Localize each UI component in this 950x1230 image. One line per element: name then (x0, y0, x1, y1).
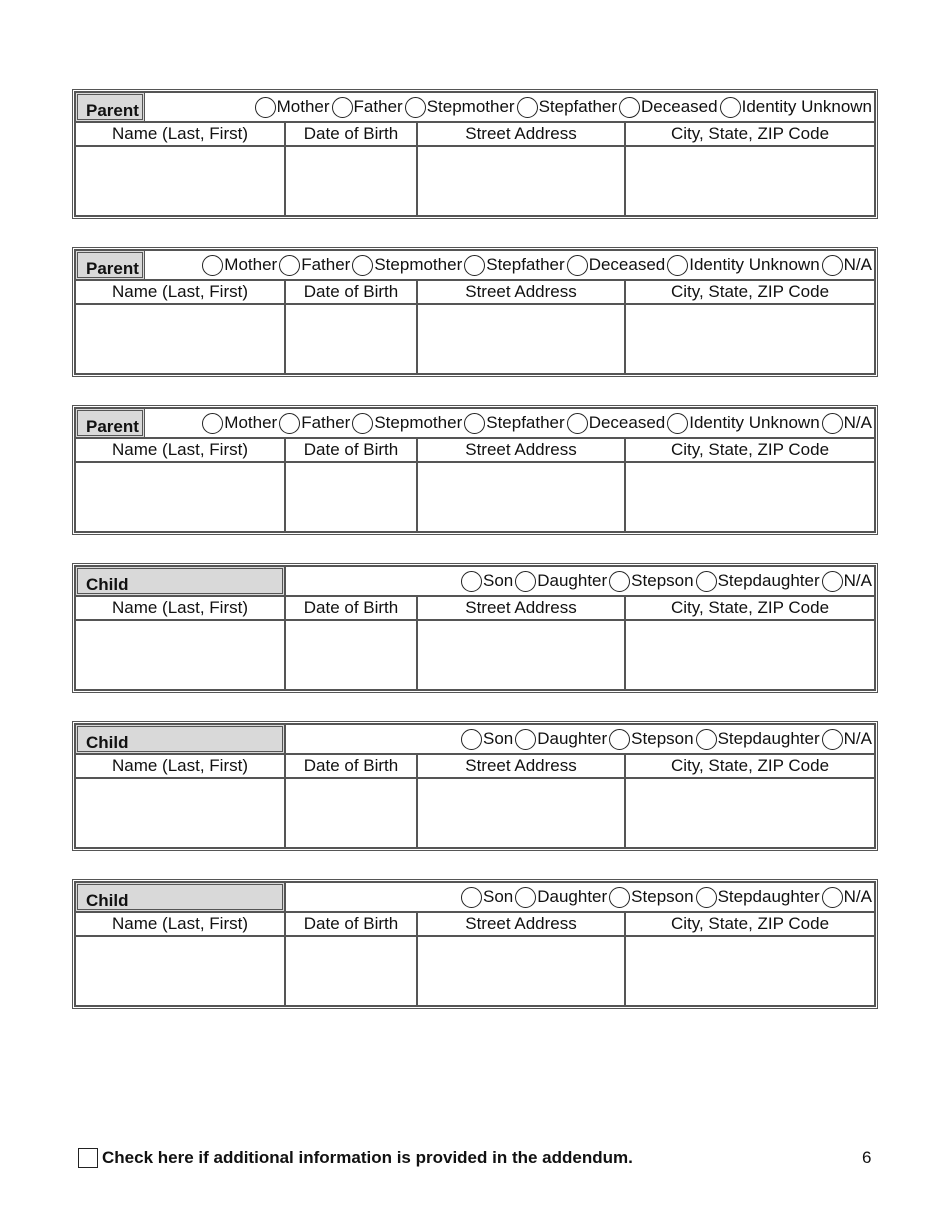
child-label: Child (75, 882, 285, 912)
relationship-option[interactable] (609, 729, 693, 750)
radio-button[interactable] (696, 729, 717, 750)
relationship-option[interactable] (517, 97, 617, 118)
option-label: Stepmother (426, 97, 515, 116)
radio-button[interactable] (822, 887, 843, 908)
child-relationship-options (285, 566, 875, 596)
relationship-option[interactable] (352, 413, 462, 434)
option-label: N/A (843, 729, 872, 748)
relationship-option[interactable] (696, 729, 820, 750)
option-label: N/A (843, 255, 872, 274)
relationship-option[interactable] (464, 255, 564, 276)
radio-button[interactable] (609, 571, 630, 592)
column-header: Date of Birth (285, 596, 417, 620)
radio-button[interactable] (822, 413, 843, 434)
option-label: Daughter (537, 571, 608, 590)
relationship-option[interactable] (696, 887, 820, 908)
child-block (72, 879, 878, 1009)
column-header: Street Address (417, 122, 625, 146)
column-header: Date of Birth (285, 122, 417, 146)
street-address-field[interactable] (417, 936, 625, 1006)
relationship-option[interactable] (464, 413, 564, 434)
relationship-option[interactable] (255, 97, 330, 118)
child-label: Child (75, 724, 285, 754)
column-header: Street Address (417, 912, 625, 936)
city-state-zip-field[interactable] (625, 462, 875, 532)
relationship-option[interactable] (720, 97, 872, 118)
option-label: N/A (843, 571, 872, 590)
date-of-birth-field[interactable] (285, 936, 417, 1006)
parent-label: Parent (75, 92, 145, 122)
option-label: Stepson (631, 571, 694, 590)
city-state-zip-field[interactable] (625, 620, 875, 690)
option-label: Stepdaughter (717, 729, 820, 748)
radio-button[interactable] (255, 97, 276, 118)
radio-button[interactable] (405, 97, 426, 118)
column-header: Name (Last, First) (75, 596, 285, 620)
option-label: N/A (843, 887, 872, 906)
name-field[interactable] (75, 146, 285, 216)
radio-button[interactable] (567, 413, 588, 434)
relationship-option[interactable] (619, 97, 718, 118)
date-of-birth-field[interactable] (285, 462, 417, 532)
radio-button[interactable] (461, 729, 482, 750)
option-label: Mother (276, 97, 330, 116)
option-label: Stepson (631, 887, 694, 906)
page-number: 6 (862, 1148, 872, 1167)
column-header: Street Address (417, 754, 625, 778)
column-header: Name (Last, First) (75, 280, 285, 304)
relationship-option[interactable] (822, 413, 872, 434)
city-state-zip-field[interactable] (625, 778, 875, 848)
option-label: Deceased (641, 97, 718, 116)
relationship-option[interactable] (461, 571, 513, 592)
column-header: City, State, ZIP Code (625, 122, 875, 146)
column-header: Name (Last, First) (75, 438, 285, 462)
city-state-zip-field[interactable] (625, 936, 875, 1006)
child-block (72, 721, 878, 851)
column-header: City, State, ZIP Code (625, 754, 875, 778)
option-label: Father (353, 97, 403, 116)
parent-block (72, 405, 878, 535)
radio-button[interactable] (667, 413, 688, 434)
option-label: Identity Unknown (741, 97, 872, 116)
radio-button[interactable] (464, 413, 485, 434)
child-relationship-options (285, 882, 875, 912)
relationship-option[interactable] (696, 571, 820, 592)
child-block (72, 563, 878, 693)
relationship-option[interactable] (822, 571, 872, 592)
column-header: Name (Last, First) (75, 122, 285, 146)
relationship-option[interactable] (667, 413, 819, 434)
name-field[interactable] (75, 304, 285, 374)
relationship-option[interactable] (461, 729, 513, 750)
column-header: Street Address (417, 438, 625, 462)
column-header: Street Address (417, 280, 625, 304)
radio-button[interactable] (332, 97, 353, 118)
radio-button[interactable] (352, 413, 373, 434)
radio-button[interactable] (696, 571, 717, 592)
radio-button[interactable] (619, 97, 640, 118)
relationship-option[interactable] (822, 255, 872, 276)
relationship-option[interactable] (405, 97, 515, 118)
option-label: Son (482, 729, 514, 748)
radio-button[interactable] (279, 413, 300, 434)
option-label: Deceased (588, 413, 666, 432)
addendum-label: Check here if additional information is provided in the addendum. (102, 1148, 633, 1167)
relationship-option[interactable] (461, 887, 513, 908)
relationship-option[interactable] (202, 255, 277, 276)
relationship-option[interactable] (515, 571, 607, 592)
radio-button[interactable] (279, 255, 300, 276)
column-header: City, State, ZIP Code (625, 438, 875, 462)
option-label: Deceased (588, 255, 666, 274)
parent-block (72, 247, 878, 377)
relationship-option[interactable] (822, 887, 872, 908)
relationship-option[interactable] (609, 571, 693, 592)
option-label: N/A (843, 413, 872, 432)
relationship-option[interactable] (567, 255, 666, 276)
parent-label: Parent (75, 408, 145, 438)
parent-block (72, 89, 878, 219)
radio-button[interactable] (822, 729, 843, 750)
option-label: Father (301, 413, 351, 432)
option-label: Stepfather (486, 413, 565, 432)
radio-button[interactable] (609, 887, 630, 908)
date-of-birth-field[interactable] (285, 304, 417, 374)
column-header: Date of Birth (285, 438, 417, 462)
column-header: City, State, ZIP Code (625, 596, 875, 620)
relationship-option[interactable] (202, 413, 277, 434)
radio-button[interactable] (667, 255, 688, 276)
date-of-birth-field[interactable] (285, 778, 417, 848)
radio-button[interactable] (202, 413, 223, 434)
column-header: Street Address (417, 596, 625, 620)
radio-button[interactable] (609, 729, 630, 750)
column-header: City, State, ZIP Code (625, 912, 875, 936)
name-field[interactable] (75, 462, 285, 532)
relationship-option[interactable] (279, 255, 350, 276)
radio-button[interactable] (352, 255, 373, 276)
addendum-checkbox[interactable] (78, 1148, 98, 1168)
radio-button[interactable] (822, 255, 843, 276)
street-address-field[interactable] (417, 462, 625, 532)
relationship-option[interactable] (667, 255, 819, 276)
relationship-option[interactable] (515, 887, 607, 908)
radio-button[interactable] (515, 729, 536, 750)
name-field[interactable] (75, 778, 285, 848)
name-field[interactable] (75, 936, 285, 1006)
parent-relationship-options (75, 408, 875, 438)
relationship-option[interactable] (822, 729, 872, 750)
option-label: Identity Unknown (689, 413, 820, 432)
option-label: Stepson (631, 729, 694, 748)
option-label: Daughter (537, 887, 608, 906)
option-label: Stepfather (538, 97, 618, 116)
option-label: Mother (224, 413, 278, 432)
relationship-option[interactable] (515, 729, 607, 750)
street-address-field[interactable] (417, 620, 625, 690)
relationship-option[interactable] (279, 413, 350, 434)
option-label: Son (482, 887, 514, 906)
option-label: Father (301, 255, 351, 274)
column-header: City, State, ZIP Code (625, 280, 875, 304)
parent-label: Parent (75, 250, 145, 280)
relationship-option[interactable] (332, 97, 403, 118)
city-state-zip-field[interactable] (625, 146, 875, 216)
name-field[interactable] (75, 620, 285, 690)
parent-relationship-options (75, 92, 875, 122)
radio-button[interactable] (720, 97, 741, 118)
city-state-zip-field[interactable] (625, 304, 875, 374)
date-of-birth-field[interactable] (285, 146, 417, 216)
option-label: Son (482, 571, 514, 590)
addendum-row (78, 1148, 633, 1168)
street-address-field[interactable] (417, 146, 625, 216)
radio-button[interactable] (464, 255, 485, 276)
radio-button[interactable] (517, 97, 538, 118)
radio-button[interactable] (515, 571, 536, 592)
column-header: Name (Last, First) (75, 754, 285, 778)
parent-relationship-options (75, 250, 875, 280)
street-address-field[interactable] (417, 778, 625, 848)
option-label: Mother (224, 255, 278, 274)
radio-button[interactable] (461, 887, 482, 908)
option-label: Stepfather (486, 255, 565, 274)
relationship-option[interactable] (609, 887, 693, 908)
street-address-field[interactable] (417, 304, 625, 374)
radio-button[interactable] (696, 887, 717, 908)
child-relationship-options (285, 724, 875, 754)
option-label: Stepdaughter (717, 887, 820, 906)
radio-button[interactable] (567, 255, 588, 276)
radio-button[interactable] (202, 255, 223, 276)
date-of-birth-field[interactable] (285, 620, 417, 690)
option-label: Stepmother (374, 255, 463, 274)
radio-button[interactable] (461, 571, 482, 592)
relationship-option[interactable] (567, 413, 666, 434)
option-label: Stepdaughter (717, 571, 820, 590)
column-header: Date of Birth (285, 754, 417, 778)
column-header: Date of Birth (285, 912, 417, 936)
option-label: Identity Unknown (689, 255, 820, 274)
radio-button[interactable] (822, 571, 843, 592)
child-label: Child (75, 566, 285, 596)
column-header: Name (Last, First) (75, 912, 285, 936)
option-label: Daughter (537, 729, 608, 748)
radio-button[interactable] (515, 887, 536, 908)
column-header: Date of Birth (285, 280, 417, 304)
relationship-option[interactable] (352, 255, 462, 276)
option-label: Stepmother (374, 413, 463, 432)
